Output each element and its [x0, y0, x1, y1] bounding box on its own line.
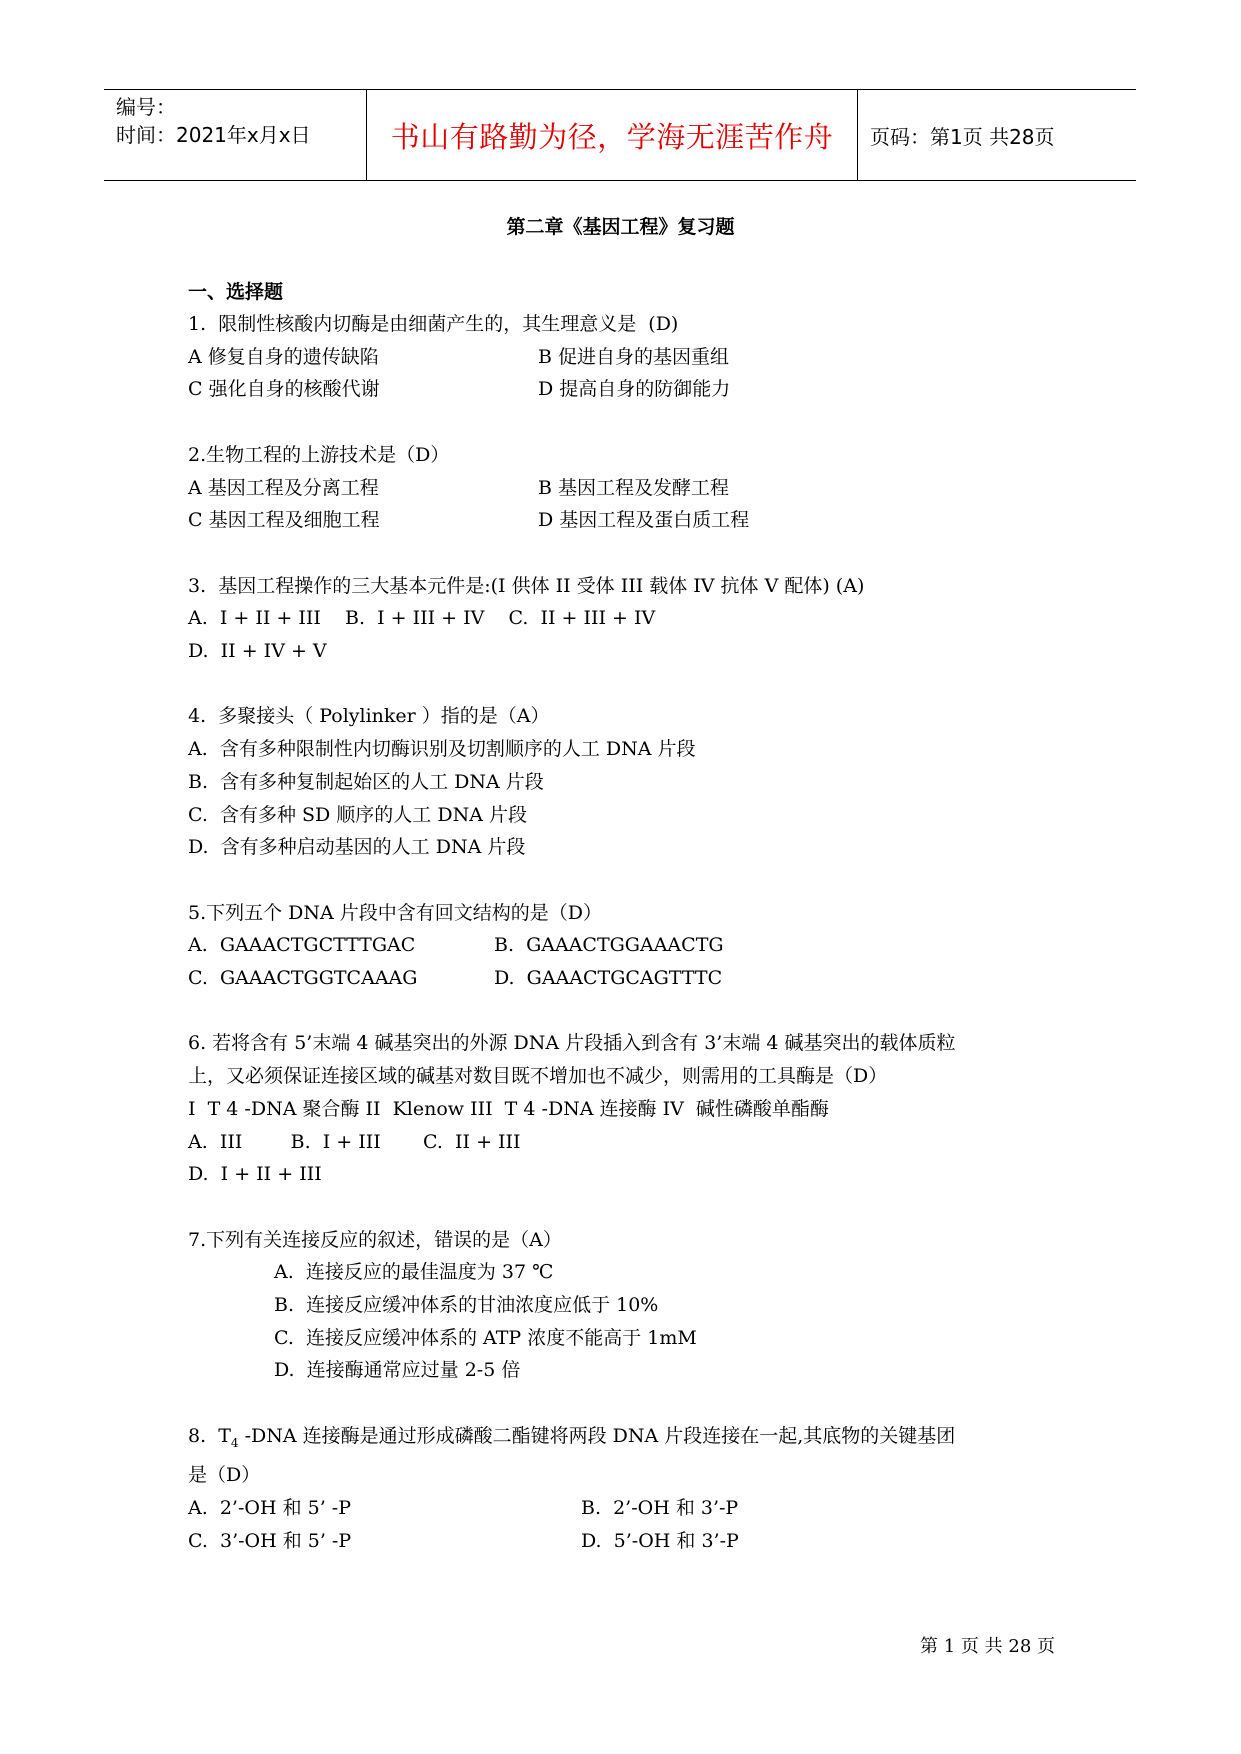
option-row — [188, 373, 1068, 406]
option-d: D 提高自身的防御能力 — [538, 378, 731, 401]
option-row — [188, 341, 1068, 374]
question-6 — [188, 1027, 1068, 1191]
tool-list: I T 4 -DNA 聚合酶 II Klenow III T 4 -DNA 连接酶 IV 碱性磷酸单酯酶 — [188, 1097, 829, 1120]
option-d: D. GAAACTGCAGTTTC — [494, 967, 723, 989]
option-a: A. 含有多种限制性内切酶识别及切割顺序的人工 DNA 片段 — [188, 738, 696, 761]
option-row — [188, 962, 1068, 995]
option-b: B. 连接反应缓冲体系的甘油浓度应低于 10% — [274, 1294, 659, 1316]
page-info: 页码：第1页 共28页 — [870, 124, 1055, 149]
option-b: B. 2’-OH 和 3’-P — [581, 1497, 739, 1519]
option-c: C. 3’-OH 和 5’ -P — [188, 1529, 352, 1552]
question-2 — [188, 439, 1068, 537]
question-5 — [188, 897, 1068, 995]
option-c: C. 含有多种 SD 顺序的人工 DNA 片段 — [188, 803, 527, 826]
question-stem: 1. 限制性核酸内切酶是由细菌产生的，其生理意义是 (D) — [188, 313, 679, 335]
option-d: D. 含有多种启动基因的人工 DNA 片段 — [188, 836, 526, 859]
option-line: A. I + II + III B. I + III + IV C. II + III + IV — [188, 607, 656, 630]
option-b: B 促进自身的基因重组 — [538, 345, 730, 368]
option-row — [188, 472, 1068, 505]
question-stem: 3. 基因工程操作的三大基本元件是:(I 供体 II 受体 III 载体 IV 抗体 V 配体) (A) — [188, 574, 865, 597]
option-b: B. 含有多种复制起始区的人工 DNA 片段 — [188, 770, 544, 793]
question-stem: 5.下列五个 DNA 片段中含有回文结构的是（D） — [188, 901, 603, 924]
option-c: C 强化自身的核酸代谢 — [188, 378, 380, 401]
option-row — [188, 1492, 1068, 1525]
option-d: D. 连接酶通常应过量 2-5 倍 — [274, 1359, 521, 1382]
subscript-4: 4 — [230, 1435, 239, 1450]
page-title: 第二章《基因工程》复习题 — [506, 216, 735, 238]
option-row — [188, 1525, 1068, 1558]
question-stem: 6. 若将含有 5’末端 4 碱基突出的外源 DNA 片段插入到含有 3’末端 4 碱基突出的载体质粒 — [188, 1032, 956, 1055]
option-a: A 基因工程及分离工程 — [188, 476, 379, 499]
question-stem-continued: 是（D） — [188, 1464, 261, 1487]
motto-text: 书山有路勤为径，学海无涯苦作舟 — [390, 119, 834, 154]
stem-suffix: -DNA 连接酶是通过形成磷酸二酯键将两段 DNA 片段连接在一起,其底物的关键基团 — [238, 1424, 956, 1447]
option-b: B. GAAACTGGAAACTG — [494, 934, 724, 957]
time-label: 时间：2021年x月x日 — [116, 123, 311, 147]
header-page-cell — [858, 90, 1136, 180]
page-footer: 第 1 页 共 28 页 — [920, 1636, 1055, 1657]
option-line: D. I + II + III — [188, 1163, 322, 1186]
option-c: C 基因工程及细胞工程 — [188, 509, 380, 532]
option-line: A. III B. I + III C. II + III — [188, 1130, 521, 1153]
option-row — [188, 504, 1068, 537]
header-meta-cell — [104, 90, 367, 180]
question-stem: 2.生物工程的上游技术是（D） — [188, 443, 450, 466]
option-a: A 修复自身的遗传缺陷 — [188, 345, 379, 368]
document-body — [188, 276, 1068, 1590]
question-stem-continued: 上，又必须保证连接区域的碱基对数目既不增加也不减少，则需用的工具酶是（D） — [188, 1065, 888, 1088]
question-stem: 7.下列有关连接反应的叙述，错误的是（A） — [188, 1228, 562, 1251]
question-4 — [188, 700, 1068, 864]
serial-label: 编号： — [116, 95, 176, 119]
question-stem: 4. 多聚接头（ Polylinker ）指的是（A） — [188, 705, 550, 728]
question-7 — [188, 1224, 1068, 1388]
option-d: D. 5’-OH 和 3’-P — [581, 1529, 739, 1552]
option-b: B 基因工程及发酵工程 — [538, 476, 730, 499]
option-a: A. GAAACTGCTTTGAC — [188, 934, 416, 957]
question-3 — [188, 570, 1068, 668]
option-row — [188, 929, 1068, 962]
option-c: C. 连接反应缓冲体系的 ATP 浓度不能高于 1mM — [274, 1326, 697, 1349]
option-a: A. 2’-OH 和 5’ -P — [188, 1497, 351, 1519]
option-line: D. II + IV + V — [188, 640, 327, 662]
header-motto-cell — [367, 90, 858, 180]
question-8 — [188, 1420, 1068, 1558]
question-stem — [188, 1420, 1068, 1460]
option-a: A. 连接反应的最佳温度为 37 ℃ — [274, 1261, 554, 1284]
option-d: D 基因工程及蛋白质工程 — [538, 509, 750, 532]
option-c: C. GAAACTGGTCAAAG — [188, 967, 418, 989]
document-header — [104, 89, 1136, 181]
stem-prefix: 8. T — [188, 1424, 231, 1447]
section-heading: 一、选择题 — [188, 281, 284, 303]
question-1 — [188, 308, 1068, 406]
